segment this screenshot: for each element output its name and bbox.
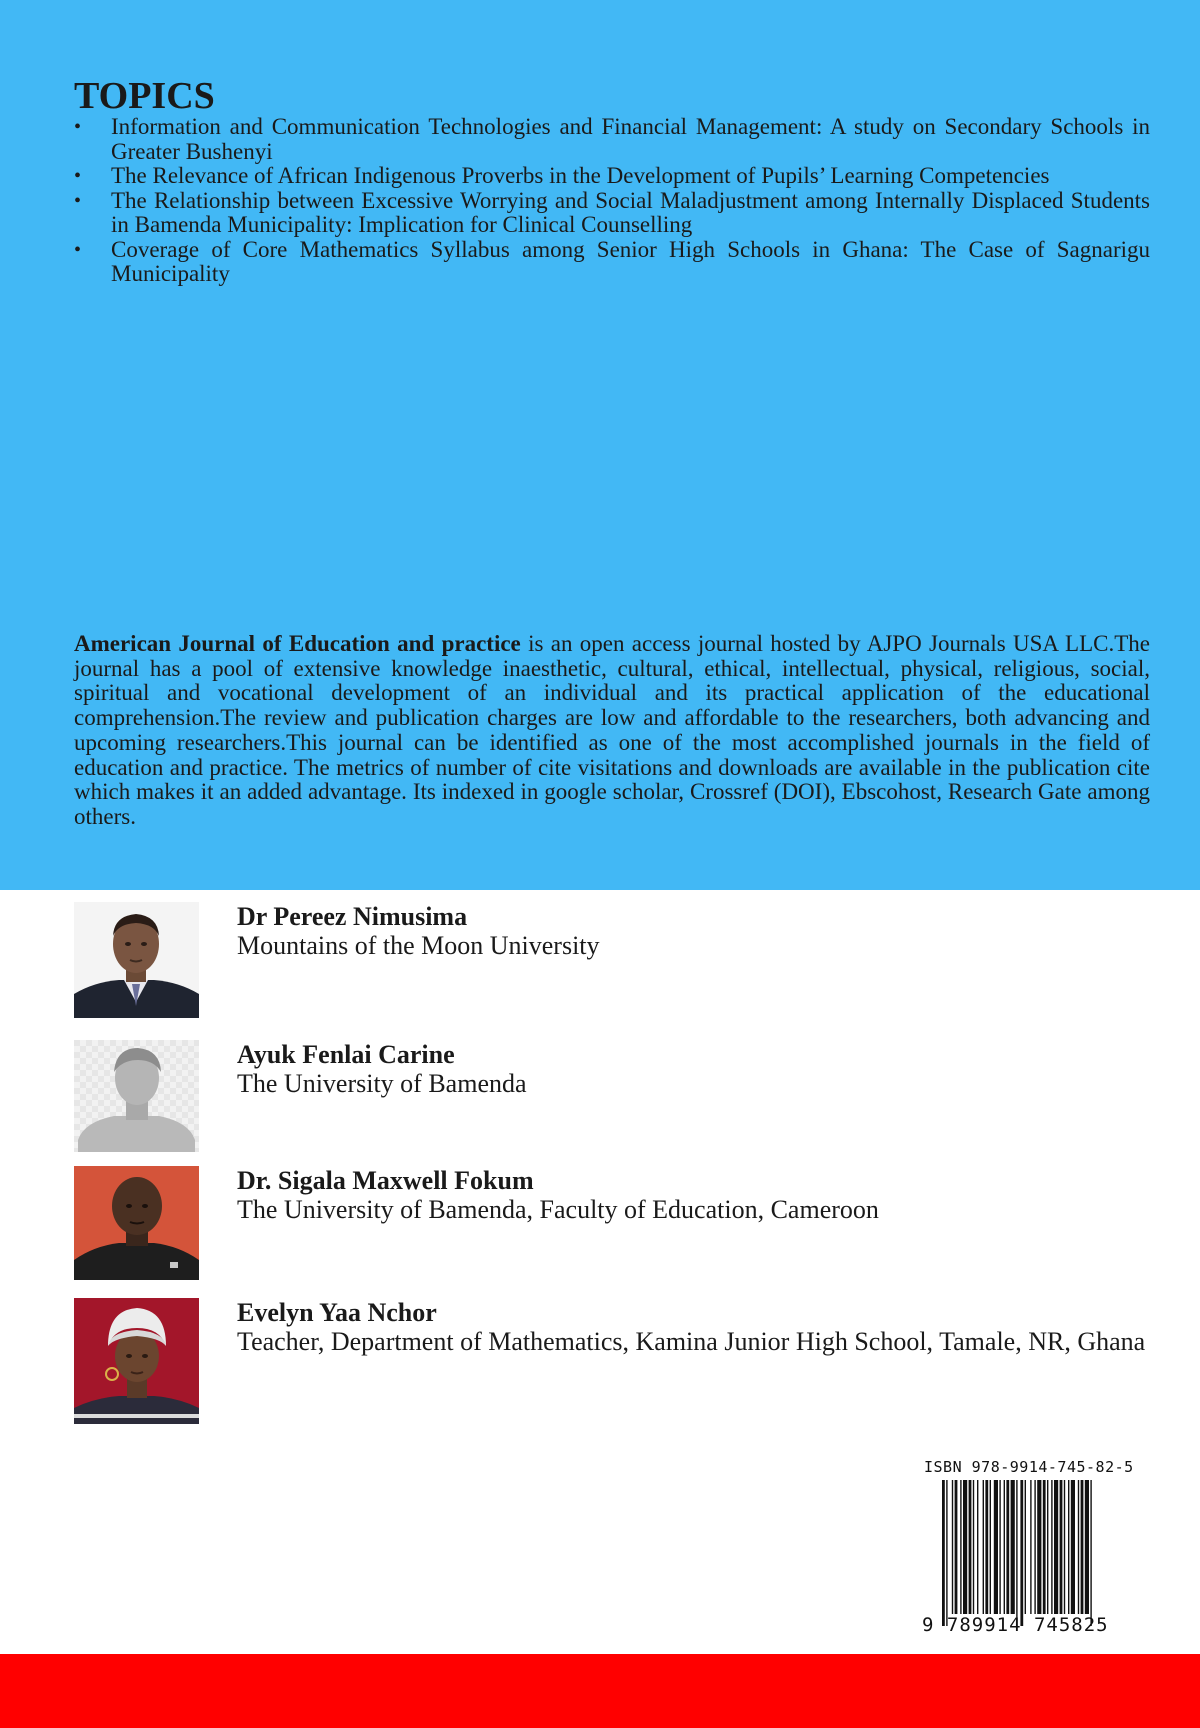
author-entry bbox=[74, 1298, 1174, 1418]
barcode-bar bbox=[1064, 1480, 1065, 1614]
barcode-bar bbox=[977, 1480, 978, 1614]
barcode-bar bbox=[1085, 1480, 1089, 1614]
author-name: Dr. Sigala Maxwell Fokum bbox=[237, 1166, 534, 1195]
isbn-label: ISBN 978-9914-745-82-5 bbox=[924, 1458, 1134, 1476]
barcode-bar bbox=[1071, 1480, 1075, 1614]
footer-bar bbox=[0, 1654, 1200, 1728]
author-photo bbox=[74, 1298, 199, 1424]
barcode-bar bbox=[1054, 1480, 1058, 1614]
author-affiliation: The University of Bamenda, Faculty of Education, Cameroon bbox=[237, 1195, 879, 1224]
barcode-bar bbox=[985, 1480, 988, 1614]
author-entry bbox=[74, 902, 1174, 1022]
author-affiliation: The University of Bamenda bbox=[237, 1069, 527, 1098]
barcode-bar bbox=[1037, 1480, 1041, 1614]
author-entry bbox=[74, 1166, 1174, 1286]
barcode-bar bbox=[1034, 1480, 1035, 1614]
author-photo bbox=[74, 902, 199, 1018]
author-affiliation: Mountains of the Moon University bbox=[237, 931, 600, 960]
barcode-bar bbox=[1068, 1480, 1069, 1614]
barcode-bar bbox=[969, 1480, 972, 1614]
journal-name: American Journal of Education and practice bbox=[74, 631, 521, 656]
barcode-icon bbox=[940, 1480, 1140, 1630]
topics-title: TOPICS bbox=[74, 75, 215, 117]
barcode-bar bbox=[1004, 1480, 1005, 1614]
author-name: Ayuk Fenlai Carine bbox=[237, 1040, 455, 1069]
barcode-bar bbox=[1020, 1480, 1023, 1626]
isbn-barcode bbox=[922, 1458, 1142, 1638]
barcode-bar bbox=[1090, 1480, 1091, 1626]
barcode-bar bbox=[983, 1480, 984, 1614]
author-entry bbox=[74, 1040, 1174, 1160]
journal-description-text: is an open access journal hosted by AJPO Journals USA LLC.The journal has a pool of extensive knowledge inaesthetic, cultural, ethical, intellectual, physical, religious, social, spiritual and vocational development of an individual and its practical application of the educational comprehension.The review and publication charges are low and affordable to the researchers, both advancing and upcoming researchers.This journal can be identified as one of the most accomplished journals in the field of education and practice. The metrics of number of cite visitations and downloads are available in the publication cite which makes it an added advantage. Its indexed in google scholar, Crossref (DOI), Ebscohost, Research Gate among others. bbox=[74, 631, 1150, 829]
author-name: Dr Pereez Nimusima bbox=[237, 902, 468, 931]
topic-item: • The Relationship between Excessive Worrying and Social Maladjustment among Internally Displaced Students in Bamenda Municipality: Implication for Clinical Counselling bbox=[74, 189, 1150, 238]
barcode-bar bbox=[963, 1480, 967, 1614]
topic-item: • Information and Communication Technologies and Financial Management: A study on Secondary Schools in Greater Bushenyi bbox=[74, 115, 1150, 164]
barcode-bar bbox=[1060, 1480, 1063, 1614]
barcode-bar bbox=[960, 1480, 961, 1614]
topics-list bbox=[74, 115, 1150, 287]
isbn-digits: 9 789914 745825 bbox=[922, 1614, 1109, 1636]
author-photo bbox=[74, 1166, 199, 1280]
topic-item: • The Relevance of African Indigenous Proverbs in the Development of Pupils’ Learning Competencies bbox=[74, 164, 1150, 189]
barcode-bar bbox=[1081, 1480, 1084, 1614]
journal-description bbox=[74, 632, 1150, 830]
barcode-bar bbox=[942, 1480, 945, 1626]
barcode-bar bbox=[1047, 1480, 1048, 1614]
barcode-bar bbox=[955, 1480, 958, 1614]
barcode-bar bbox=[952, 1480, 953, 1614]
barcode-bar bbox=[999, 1480, 1000, 1614]
topic-item: • Coverage of Core Mathematics Syllabus among Senior High Schools in Ghana: The Case of Sagnarigu Municipality bbox=[74, 238, 1150, 287]
barcode-bar bbox=[973, 1480, 974, 1614]
avatar-placeholder-icon bbox=[74, 1040, 199, 1152]
author-affiliation: Teacher, Department of Mathematics, Kamina Junior High School, Tamale, NR, Ghana bbox=[237, 1327, 1146, 1356]
barcode-bar bbox=[990, 1480, 991, 1614]
barcode-bar bbox=[1016, 1480, 1017, 1626]
author-name: Evelyn Yaa Nchor bbox=[237, 1298, 437, 1327]
barcode-bar bbox=[1051, 1480, 1052, 1614]
barcode-bar bbox=[1043, 1480, 1046, 1614]
barcode-bar bbox=[994, 1480, 998, 1614]
barcode-bar bbox=[1030, 1480, 1031, 1614]
barcode-bar bbox=[1078, 1480, 1079, 1614]
barcode-bar bbox=[1006, 1480, 1009, 1614]
barcode-bar bbox=[1025, 1480, 1026, 1614]
barcode-bar bbox=[1011, 1480, 1015, 1614]
barcode-bar bbox=[946, 1480, 947, 1626]
